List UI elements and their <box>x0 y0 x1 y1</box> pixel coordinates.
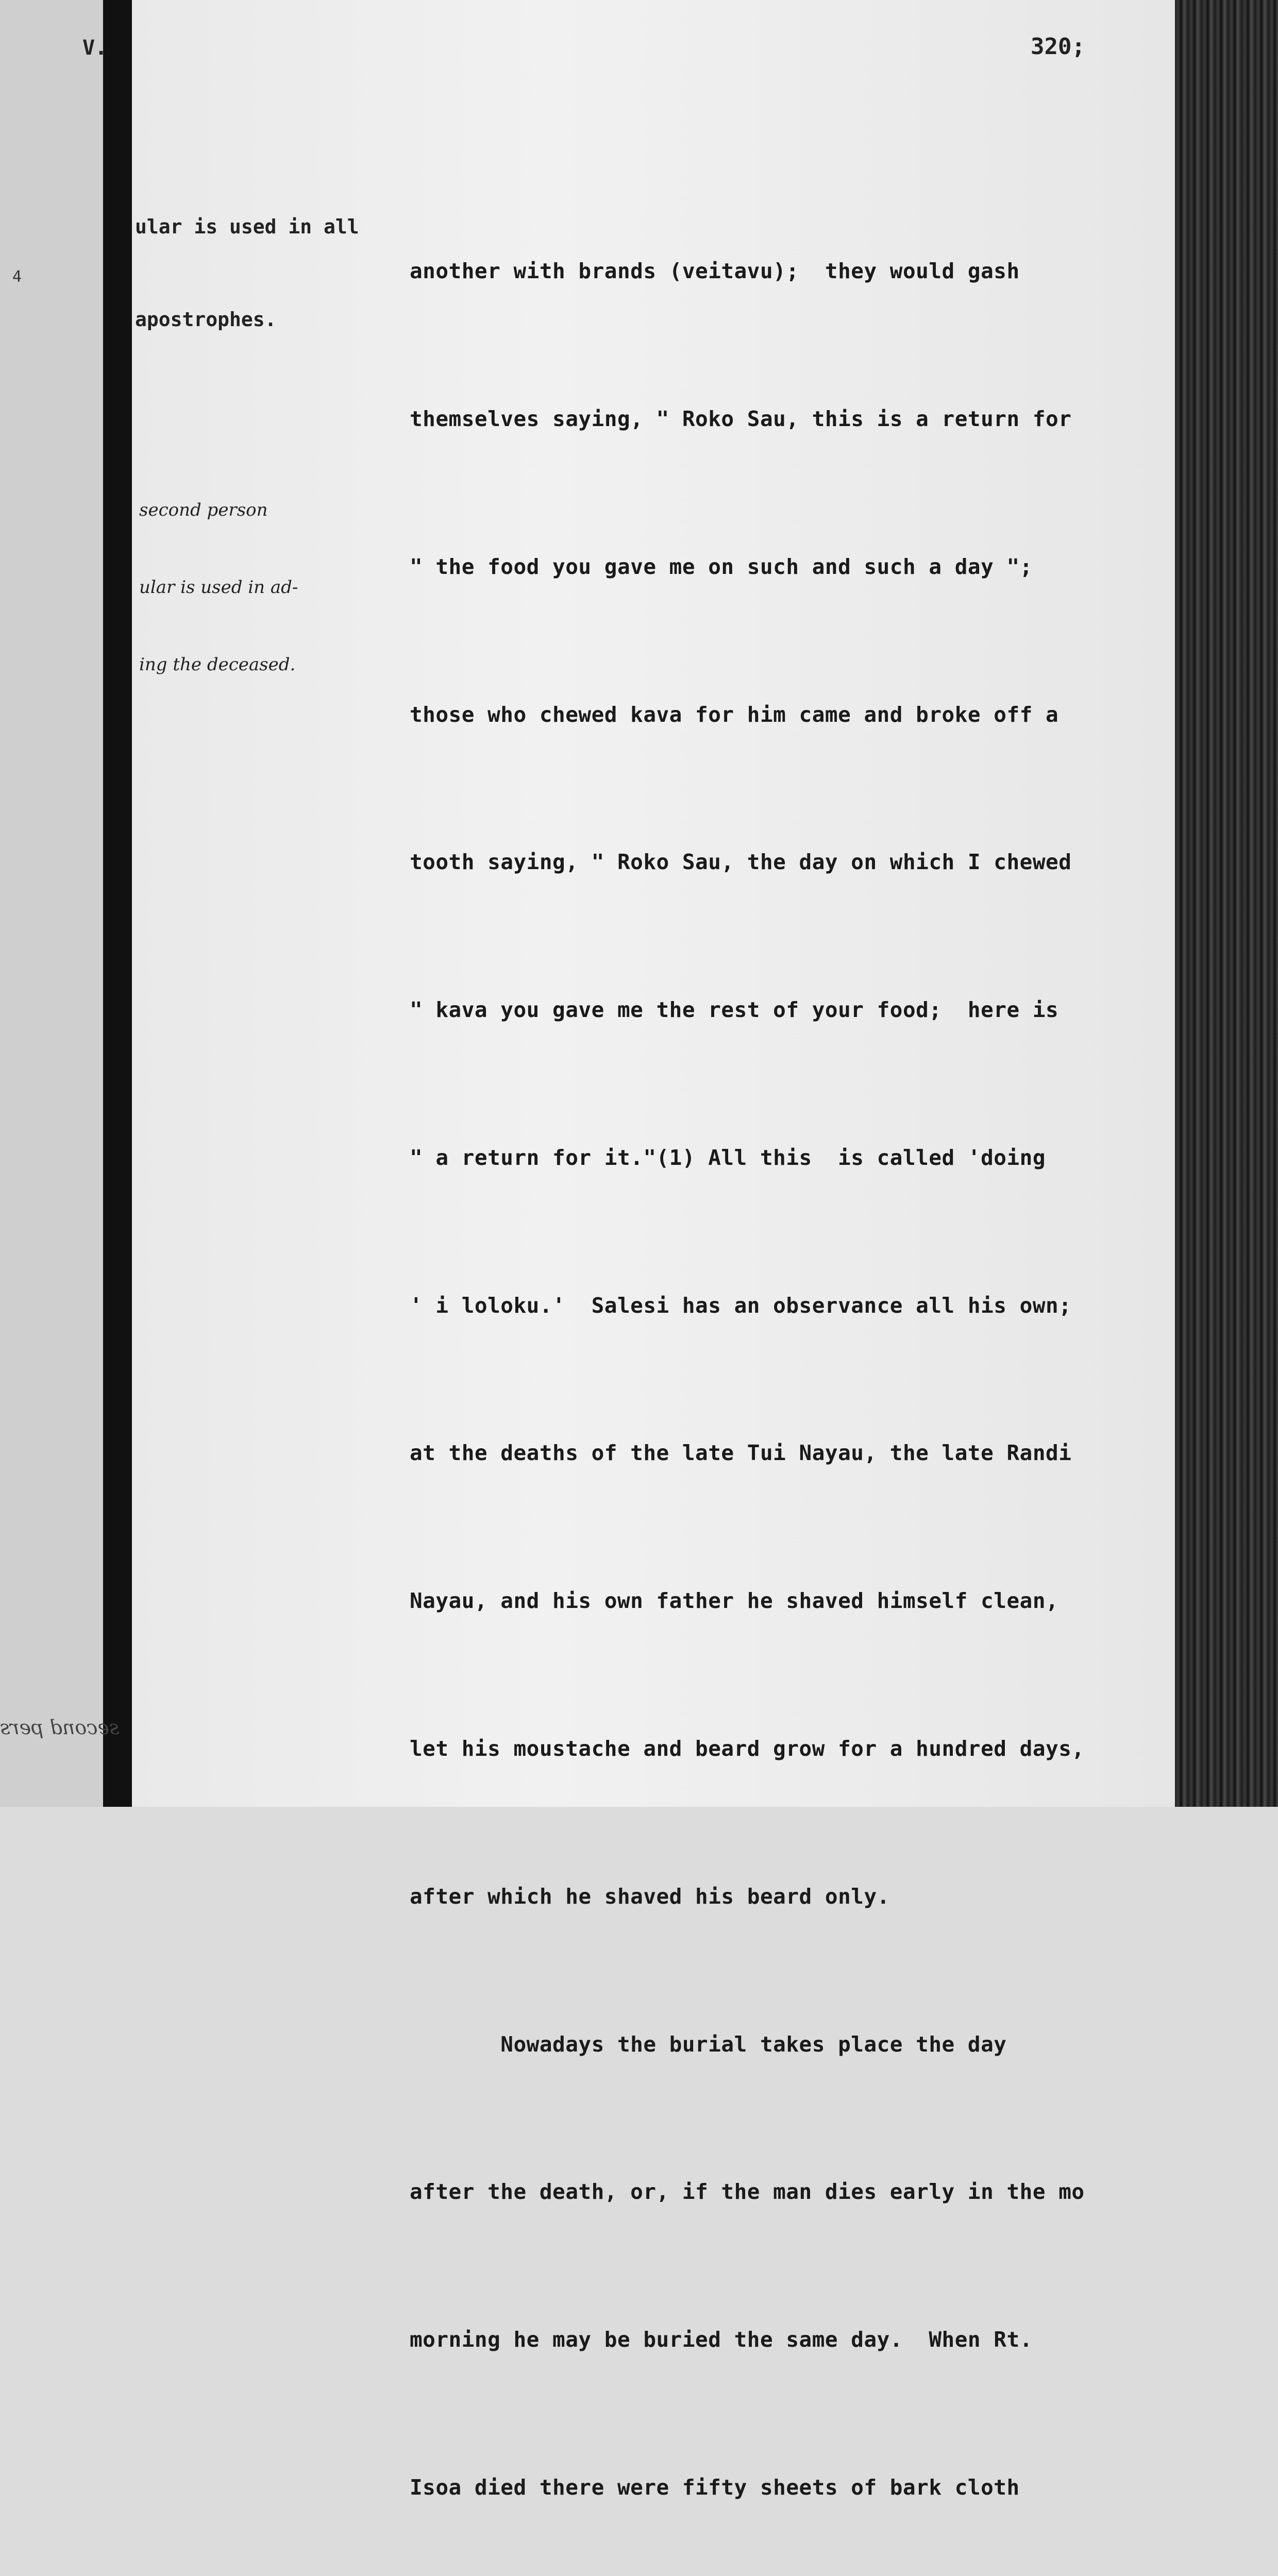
text-line: after which he shaved his beard only. <box>410 1884 890 1909</box>
text-line: Nowadays the burial takes place the day <box>410 2031 1007 2057</box>
text-line: " the food you gave me on such and such a day "; <box>410 554 1033 579</box>
margin-note-line: ular is used in ad- <box>139 577 298 598</box>
margin-note-line: ing the deceased. <box>139 654 296 675</box>
book-spine <box>1175 0 1278 1807</box>
text-line: let his moustache and beard grow for a hundred days, <box>410 1736 1085 1761</box>
section-label: V. <box>82 36 108 60</box>
text-line: morning he may be buried the same day. When Rt. <box>410 2327 1033 2352</box>
text-line: " a return for it."(1) All this is called 'doing <box>410 1145 1046 1170</box>
binding-edge <box>103 0 132 1807</box>
text-line: another with brands (veitavu); they would gash <box>410 259 1020 284</box>
text-line: those who chewed kava for him came and broke off a <box>410 702 1059 727</box>
text-line: " kava you gave me the rest of your food; here is <box>410 997 1059 1023</box>
text-line: at the deaths of the late Tui Nayau, the late Randi <box>410 1440 1072 1466</box>
margin-note-handwritten <box>139 446 298 703</box>
text-line: ' i loloku.' Salesi has an observance all his own; <box>410 1293 1072 1318</box>
page-number: 320; <box>1031 33 1085 60</box>
margin-mark: 4 <box>12 268 22 286</box>
text-line: Nayau, and his own father he shaved himself clean, <box>410 1588 1059 1614</box>
margin-note-line: apostrophes. <box>135 308 277 331</box>
text-line: tooth saying, " Roko Sau, the day on which I chewed <box>410 850 1072 875</box>
margin-note-line: second person <box>139 500 268 520</box>
typescript-body <box>410 148 1172 2576</box>
margin-note-bottom: second pers <box>0 1716 120 1739</box>
text-line: Isoa died there were fifty sheets of bark cloth <box>410 2475 1020 2500</box>
text-line: after the death, or, if the man dies early in the mo <box>410 2179 1085 2205</box>
text-line: themselves saying, " Roko Sau, this is a return for <box>410 406 1072 431</box>
margin-note-top <box>135 149 359 366</box>
margin-note-line: ular is used in all <box>135 215 359 238</box>
